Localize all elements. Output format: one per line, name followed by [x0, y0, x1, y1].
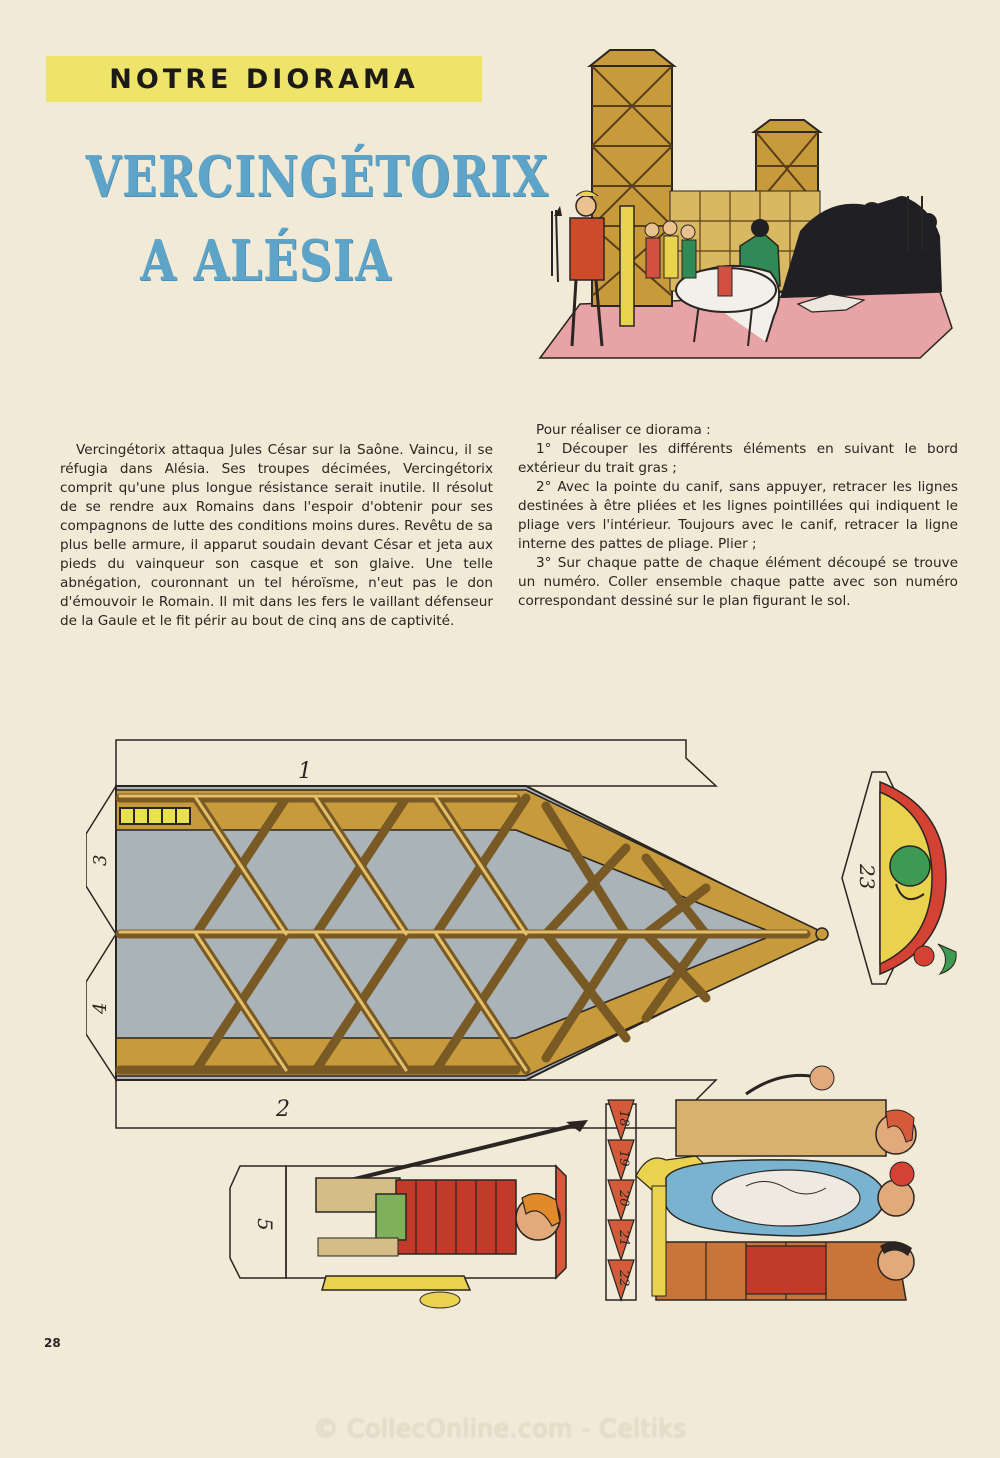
instructions-intro: Pour réaliser ce diorama : — [536, 422, 711, 438]
instructions-column — [518, 421, 958, 611]
tab-label-20: 20 — [616, 1190, 631, 1207]
instruction-step-2: 2° Avec la pointe du canif, sans appuyer, retracer les lignes destinées à être pliées et les lignes pointillées qui indiquent le pliage vers l'intérieur. Toujours avec le canif, retracer la ligne interne des pattes de pliage. Plier ; — [518, 479, 958, 552]
page-title-line2: A ALÉSIA — [140, 228, 392, 294]
tab-label-23: 23 — [855, 864, 879, 890]
instruction-step-3: 3° Sur chaque patte de chaque élément découpé se trouve un numéro. Coller ensemble chaque patte avec son numéro correspondant dessiné sur le plan figurant le sol. — [518, 555, 958, 609]
tab-label-5: 5 — [253, 1218, 277, 1231]
page-title-line1: VERCINGÉTORIX — [85, 144, 549, 210]
instruction-step-1: 1° Découper les différents éléments en suivant le bord extérieur du trait gras ; — [518, 441, 958, 476]
tab-label-4: 4 — [90, 1002, 111, 1014]
tab-label-1: 1 — [298, 759, 312, 784]
figures-group-cutout — [596, 1056, 956, 1314]
shield-cutout — [836, 768, 966, 998]
story-paragraph: Vercingétorix attaqua Jules César sur la Saône. Vaincu, il se réfugia dans Alésia. Ses troupes décimées, Vercingétorix comprit qu'une plus longue résistance serait inutile. Il résolut de se rendre aux Romains dans l'espoir d'obtenir pour ses compagnons de lutte des conditions moins dures. Revêtu de sa plus belle armure, il apparut soudain devant César et jeta aux pieds du vainqueur son casque et son glaive. Une telle abnégation, couronnant un tel héroïsme, n'eut pas le don d'émouvoir le Romain. Il mit dans les fers le vaillant défenseur de la Gaule et le fit périr au bout de cinq ans de captivité. — [60, 442, 493, 629]
section-banner: NOTRE DIORAMA — [46, 56, 482, 102]
diorama-preview-illustration — [530, 46, 960, 366]
tab-label-18: 18 — [616, 1110, 631, 1127]
tab-label-2: 2 — [276, 1097, 290, 1122]
tab-label-3: 3 — [90, 854, 111, 866]
page-number: 28 — [44, 1336, 61, 1350]
tab-label-19: 19 — [616, 1150, 631, 1167]
roman-soldier-cutout — [226, 1118, 606, 1314]
watermark: © ColleсOnline.com - Celtiks — [313, 1414, 687, 1443]
tab-label-21: 21 — [616, 1230, 631, 1247]
tab-label-22: 22 — [616, 1270, 631, 1287]
